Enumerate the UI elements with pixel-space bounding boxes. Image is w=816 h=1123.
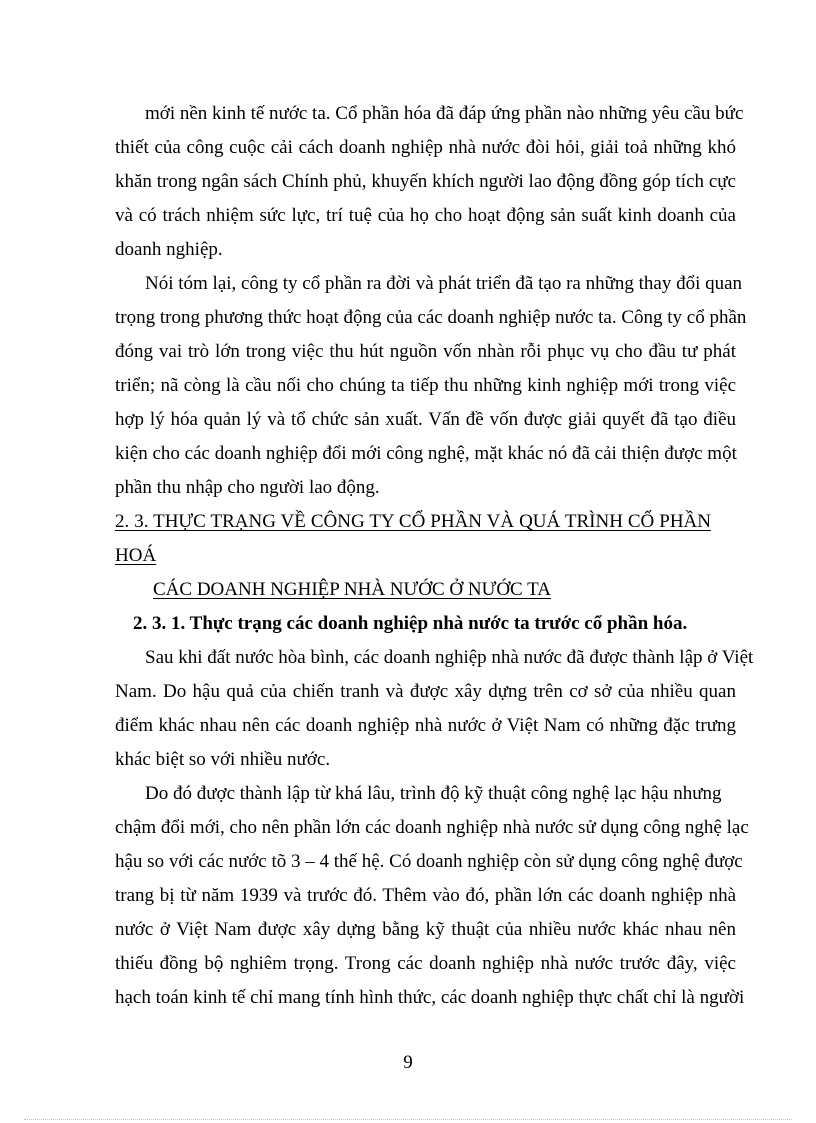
paragraph-line-7: trọng trong phương thức hoạt động của các doanh nghiệp nước ta. Công ty cổ phần: [115, 307, 747, 328]
page-number: 9: [403, 1052, 413, 1073]
paragraph-line-22: thiếu đồng bộ nghiêm trọng. Trong các doanh nghiệp nhà nước trước đây, việc: [115, 953, 736, 974]
paragraph-line-2: thiết của công cuộc cải cách doanh nghiệp nhà nước đòi hỏi, giải toả những khó: [115, 137, 736, 158]
paragraph-line-16: khác biệt so với nhiều nước.: [115, 749, 331, 770]
footer-divider: [24, 1119, 792, 1120]
paragraph-line-14: Nam. Do hậu quả của chiến tranh và được xây dựng trên cơ sở của nhiều quan: [115, 681, 736, 702]
paragraph-line-8: đóng vai trò lớn trong việc thu hút nguồn vốn nhàn rỗi phục vụ cho đầu tư phát: [115, 341, 736, 362]
paragraph-line-13: Sau khi đất nước hòa bình, các doanh nghiệp nhà nước đã được thành lập ở Việt: [145, 647, 754, 668]
paragraph-line-5: doanh nghiệp.: [115, 239, 223, 260]
paragraph-line-1: mới nền kinh tế nước ta. Cổ phần hóa đã đáp ứng phần nào những yêu cầu bức: [145, 103, 744, 124]
paragraph-line-19: hậu so với các nước tõ 3 – 4 thế hệ. Có doanh nghiệp còn sử dụng công nghệ được: [115, 851, 743, 872]
paragraph-line-9: triển; nã còng là cầu nối cho chúng ta tiếp thu những kinh nghiệp mới trong việc: [115, 375, 736, 396]
paragraph-line-4: và có trách nhiệm sức lực, trí tuệ của họ cho hoạt động sản suất kinh doanh của: [115, 205, 736, 226]
paragraph-line-18: chậm đổi mới, cho nên phần lớn các doanh nghiệp nhà nước sử dụng công nghệ lạc: [115, 817, 749, 838]
paragraph-line-3: khăn trong ngân sách Chính phủ, khuyến khích người lao động đồng góp tích cực: [115, 171, 736, 192]
paragraph-line-17: Do đó được thành lập từ khá lâu, trình độ kỹ thuật công nghệ lạc hậu nhưng: [145, 783, 722, 804]
paragraph-line-12: phần thu nhập cho người lao động.: [115, 477, 380, 498]
paragraph-line-21: nước ở Việt Nam được xây dựng bằng kỹ thuật của nhiều nước khác nhau nên: [115, 919, 736, 940]
paragraph-line-23: hạch toán kinh tế chỉ mang tính hình thức, các doanh nghiệp thực chất chỉ là người: [115, 987, 745, 1008]
section-heading-line-2: HOÁ: [115, 545, 157, 566]
section-heading-line-3: CÁC DOANH NGHIỆP NHÀ NƯỚC Ở NƯỚC TA: [153, 579, 551, 600]
paragraph-line-20: trang bị từ năm 1939 và trước đó. Thêm vào đó, phần lớn các doanh nghiệp nhà: [115, 885, 736, 906]
paragraph-line-10: hợp lý hóa quản lý và tổ chức sản xuất. Vấn đề vốn được giải quyết đã tạo điều: [115, 409, 736, 430]
section-heading-line-1: 2. 3. THỰC TRẠNG VỀ CÔNG TY CỔ PHẦN VÀ QUÁ TRÌNH CỔ PHẦN: [115, 511, 711, 532]
subsection-heading: 2. 3. 1. Thực trạng các doanh nghiệp nhà nước ta trước cổ phần hóa.: [133, 613, 688, 634]
paragraph-line-15: điểm khác nhau nên các doanh nghiệp nhà nước ở Việt Nam có những đặc trưng: [115, 715, 736, 736]
paragraph-line-11: kiện cho các doanh nghiệp đổi mới công nghệ, mặt khác nó đã cải thiện được một: [115, 443, 737, 464]
paragraph-line-6: Nói tóm lại, công ty cổ phần ra đời và phát triển đã tạo ra những thay đổi quan: [145, 273, 743, 294]
